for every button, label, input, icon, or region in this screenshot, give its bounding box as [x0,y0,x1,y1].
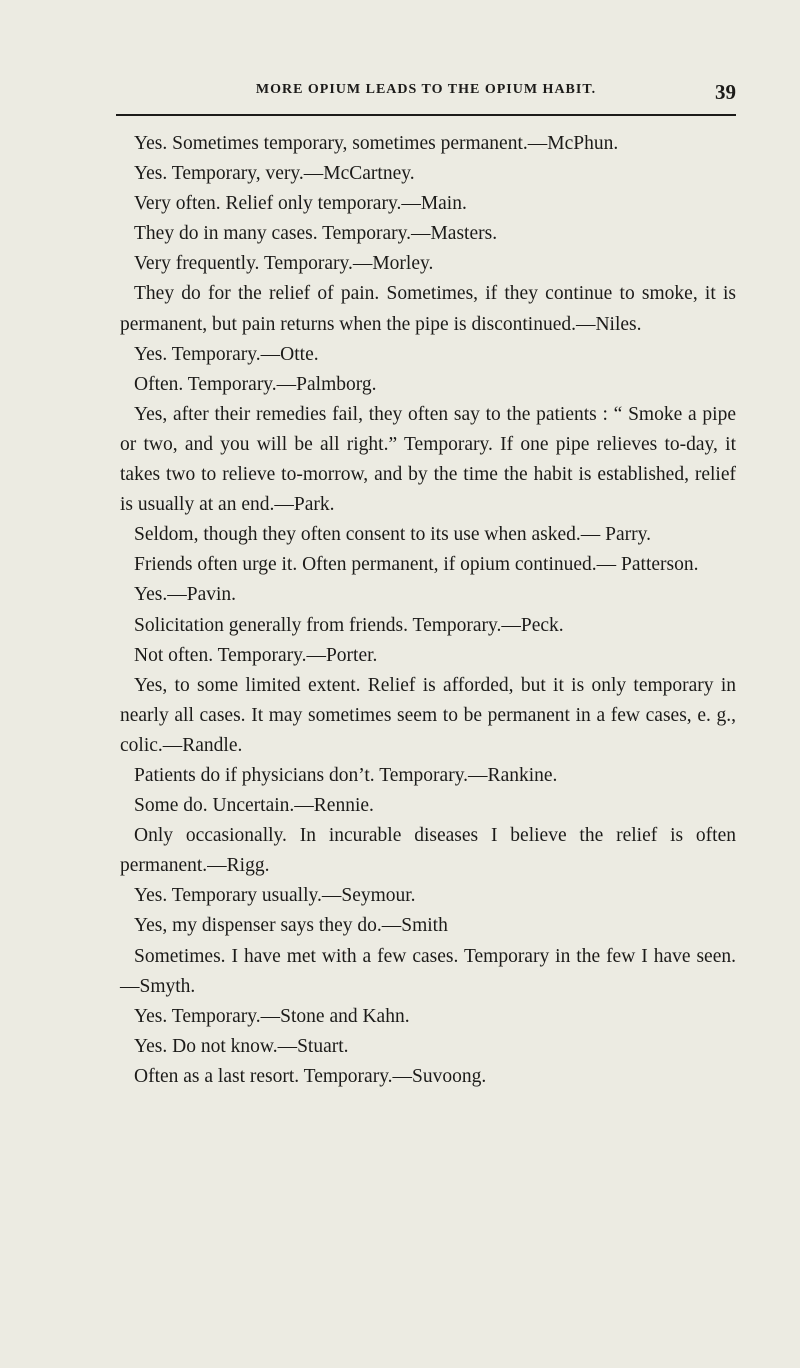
paragraph: Yes. Sometimes temporary, sometimes permanent.—McPhun. [134,133,619,154]
page-number: 39 [715,80,736,104]
paragraph: Yes.—Pavin. [134,584,237,606]
running-head [116,80,736,104]
body-text [120,129,736,1092]
paragraph: They do for the relief of pain. Sometimes, if they continue to smoke, it is permanent, but pain returns when the pipe is discontinued.—Niles. [120,283,736,335]
paragraph: Yes. Temporary.—Stone and Kahn. [134,1005,410,1027]
paragraph: Yes. Temporary.—Otte. [134,343,319,365]
paragraph: Some do. Uncertain.—Rennie. [134,795,374,817]
paragraph: Very frequently. Temporary.—Morley. [134,253,434,275]
paragraph: Patients do if physicians don’t. Temporary.—Rankine. [134,764,558,786]
paragraph: Seldom, though they often consent to its use when asked.— Parry. [134,524,652,546]
paragraph: Yes. Temporary usually.—Seymour. [134,885,416,907]
paragraph: Yes, my dispenser says they do.—Smith [134,915,448,937]
header-rule [116,114,736,116]
paragraph: Sometimes. I have met with a few cases. Temporary in the few I have seen.—Smyth. [120,945,736,997]
paragraph: Yes. Do not know.—Stuart. [134,1035,349,1057]
running-title: MORE OPIUM LEADS TO THE OPIUM HABIT. [255,82,597,97]
paragraph: They do in many cases. Temporary.—Masters. [134,223,498,245]
paragraph: Yes, to some limited extent. Relief is afforded, but it is only temporary in nearly all cases. It may sometimes seem to be permanent in a few cases, e. g., colic.—Randle. [120,674,736,756]
paragraph: Yes, after their remedies fail, they often say to the patients : “ Smoke a pipe or two, and you will be all right.” Temporary. If one pipe relieves to-day, it takes two to relieve to-morrow, and by the time the habit is established, relief is usually at an end.—Park. [120,403,736,516]
paragraph: Friends often urge it. Often permanent, if opium continued.— Patterson. [134,554,699,576]
paragraph: Not often. Temporary.—Porter. [134,644,378,666]
paragraph: Very often. Relief only temporary.—Main. [134,193,467,215]
paragraph: Solicitation generally from friends. Temporary.—Peck. [134,614,564,636]
paragraph: Only occasionally. In incurable diseases I believe the relief is often permanent.—Rigg. [120,825,736,877]
paragraph: Yes. Temporary, very.—McCartney. [134,163,415,185]
paragraph: Often. Temporary.—Palmborg. [134,373,377,395]
paragraph: Often as a last resort. Temporary.—Suvoong. [134,1065,487,1087]
